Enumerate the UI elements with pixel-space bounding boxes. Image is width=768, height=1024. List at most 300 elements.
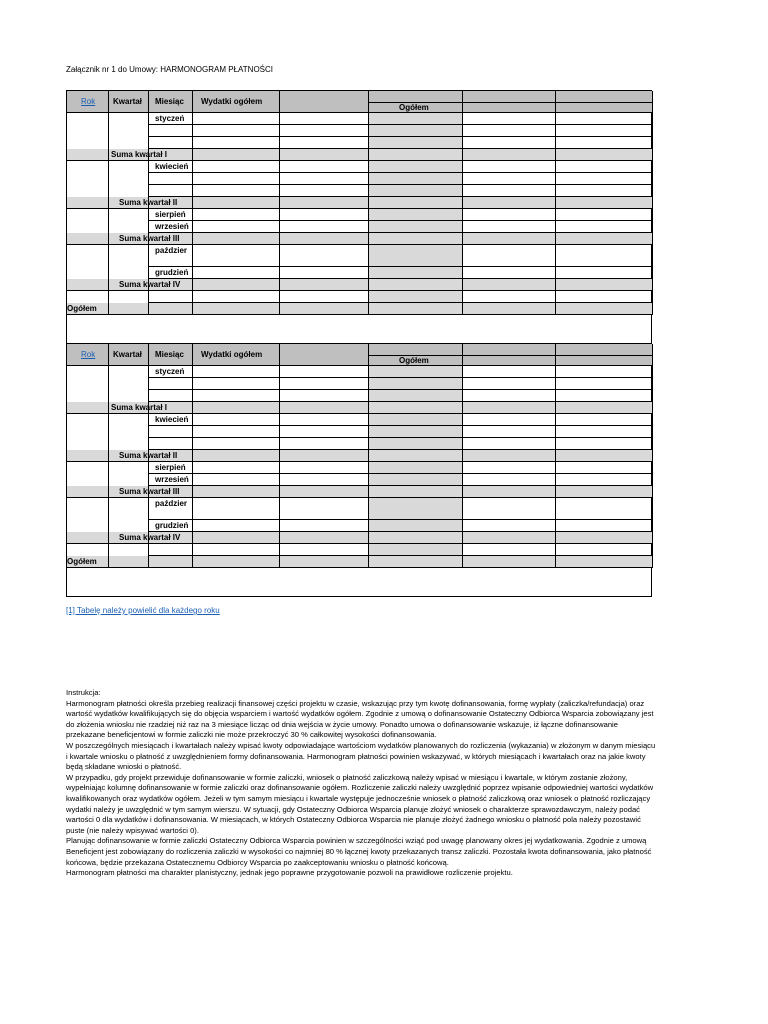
table-cell xyxy=(67,197,109,209)
table-row xyxy=(67,137,651,149)
table-cell[interactable] xyxy=(463,532,556,544)
table-cell[interactable] xyxy=(463,125,556,137)
table-cell xyxy=(67,267,109,279)
table-cell[interactable] xyxy=(280,161,369,173)
table-cell[interactable] xyxy=(280,221,369,233)
month-label: sierpień xyxy=(155,463,186,472)
table-cell[interactable] xyxy=(369,303,463,315)
table-cell[interactable] xyxy=(556,245,653,267)
table-cell[interactable] xyxy=(193,474,280,486)
table-cell[interactable] xyxy=(556,113,653,125)
table-cell[interactable] xyxy=(369,426,463,438)
table-cell xyxy=(67,544,109,556)
table-cell xyxy=(67,137,109,149)
table-cell[interactable] xyxy=(369,532,463,544)
month-label: kwiecień xyxy=(155,415,189,424)
instructions-heading: Instrukcja: xyxy=(66,688,101,697)
table-cell xyxy=(149,544,193,556)
table-cell[interactable] xyxy=(556,291,653,303)
table-cell xyxy=(67,125,109,137)
table-header-row xyxy=(67,91,651,113)
payment-schedule-table-1 xyxy=(66,90,652,344)
table-row xyxy=(67,113,651,125)
table-cell xyxy=(67,486,109,498)
table-cell xyxy=(67,532,109,544)
table-row xyxy=(67,291,651,303)
table-cell[interactable] xyxy=(463,245,556,267)
table-row xyxy=(67,378,651,390)
table-cell[interactable] xyxy=(193,209,280,221)
table-cell[interactable] xyxy=(556,520,653,532)
table-cell xyxy=(67,426,109,438)
payment-schedule-table-2 xyxy=(66,343,652,597)
column-header-wydatki: Wydatki ogółem xyxy=(201,350,263,359)
table-cell[interactable] xyxy=(369,209,463,221)
table-cell[interactable] xyxy=(369,161,463,173)
table-cell[interactable] xyxy=(193,197,280,209)
table-cell[interactable] xyxy=(556,149,653,161)
table-cell[interactable] xyxy=(280,185,369,197)
table-cell[interactable] xyxy=(193,279,280,291)
table-cell xyxy=(67,221,109,233)
table-cell[interactable] xyxy=(556,173,653,185)
table-row xyxy=(67,450,651,462)
table-cell[interactable] xyxy=(556,366,653,378)
table-cell xyxy=(109,209,149,221)
table-cell[interactable] xyxy=(556,498,653,520)
table-cell[interactable] xyxy=(463,209,556,221)
month-label: grudzień xyxy=(155,521,189,530)
table-cell[interactable] xyxy=(556,556,653,568)
table-row xyxy=(67,426,651,438)
table-cell xyxy=(109,544,149,556)
table-cell[interactable] xyxy=(556,438,653,450)
table-cell[interactable] xyxy=(369,173,463,185)
instructions-paragraph: W poszczególnych miesiącach i kwartałach należy wpisać kwoty odpowiadające wartościom wydatków planowanych do rozliczenia (wykazania) w złożonym w danym miesiącu i kwartale wniosku o płatność z uwzględnieniem formy dofinansowania. Harmonogram płatności powinien wskazywać, w których miesiącach i kwartałach oraz na jakie kwoty będą składane wnioski o płatność. xyxy=(66,740,656,772)
table-cell[interactable] xyxy=(369,366,463,378)
table-header-row xyxy=(67,344,651,366)
table-cell[interactable] xyxy=(280,544,369,556)
table-cell[interactable] xyxy=(193,303,280,315)
table-cell xyxy=(67,113,109,125)
table-cell[interactable] xyxy=(556,462,653,474)
quarter-sum-label: Suma kwartał III xyxy=(119,487,180,496)
table-cell xyxy=(109,498,149,520)
table-cell[interactable] xyxy=(556,221,653,233)
table-cell[interactable] xyxy=(369,486,463,498)
table-row xyxy=(67,221,651,233)
table-cell[interactable] xyxy=(369,245,463,267)
table-cell[interactable] xyxy=(556,279,653,291)
quarter-sum-label: Suma kwartał II xyxy=(119,198,178,207)
month-label: styczeń xyxy=(155,114,185,123)
table-cell[interactable] xyxy=(193,149,280,161)
table-cell[interactable] xyxy=(556,209,653,221)
table-row xyxy=(67,149,651,161)
table-cell[interactable] xyxy=(369,233,463,245)
table-row xyxy=(67,233,651,245)
table-cell xyxy=(67,366,109,378)
table-cell xyxy=(109,221,149,233)
table-cell xyxy=(109,185,149,197)
table-cell[interactable] xyxy=(369,520,463,532)
table-cell[interactable] xyxy=(193,125,280,137)
table-cell[interactable] xyxy=(280,426,369,438)
table-cell xyxy=(109,125,149,137)
table-cell[interactable] xyxy=(280,267,369,279)
table-cell xyxy=(67,474,109,486)
table-cell[interactable] xyxy=(193,402,280,414)
table-cell xyxy=(280,91,369,113)
table-cell xyxy=(109,113,149,125)
table-row xyxy=(67,402,651,414)
table-cell xyxy=(109,520,149,532)
table-row xyxy=(67,279,651,291)
table-cell xyxy=(109,267,149,279)
table-cell[interactable] xyxy=(280,532,369,544)
table-cell xyxy=(149,125,193,137)
table-cell[interactable] xyxy=(556,267,653,279)
table-cell[interactable] xyxy=(369,185,463,197)
table-cell[interactable] xyxy=(193,556,280,568)
table-cell xyxy=(149,556,193,568)
table-cell xyxy=(109,366,149,378)
table-cell[interactable] xyxy=(369,390,463,402)
table-cell xyxy=(67,498,109,520)
table-cell xyxy=(149,137,193,149)
table-cell[interactable] xyxy=(193,366,280,378)
table-cell[interactable] xyxy=(193,161,280,173)
table-cell[interactable] xyxy=(463,556,556,568)
table-cell[interactable] xyxy=(280,450,369,462)
table-cell xyxy=(149,291,193,303)
quarter-sum-label: Suma kwartał IV xyxy=(119,280,181,289)
table-cell[interactable] xyxy=(280,486,369,498)
column-header-kwartal: Kwartał xyxy=(113,97,142,106)
table-cell[interactable] xyxy=(463,113,556,125)
table-cell[interactable] xyxy=(463,438,556,450)
table-cell xyxy=(280,344,369,366)
table-row xyxy=(67,462,651,474)
month-label: grudzień xyxy=(155,268,189,277)
table-cell xyxy=(109,291,149,303)
table-cell xyxy=(67,245,109,267)
table-cell[interactable] xyxy=(556,474,653,486)
month-label: paździer xyxy=(155,499,188,508)
table-cell[interactable] xyxy=(463,426,556,438)
column-header-ogolem: Ogółem xyxy=(399,103,429,112)
table-cell xyxy=(67,378,109,390)
table-cell[interactable] xyxy=(369,125,463,137)
month-label: kwiecień xyxy=(155,162,189,171)
footnote-link[interactable]: [1] Tabelę należy powielić dla każdego roku xyxy=(66,606,220,615)
table-cell[interactable] xyxy=(556,426,653,438)
table-cell[interactable] xyxy=(369,462,463,474)
table-cell xyxy=(109,245,149,267)
month-label: sierpień xyxy=(155,210,186,219)
table-cell xyxy=(149,438,193,450)
table-cell xyxy=(109,303,149,315)
table-cell[interactable] xyxy=(280,291,369,303)
table-cell[interactable] xyxy=(280,113,369,125)
table-cell xyxy=(67,390,109,402)
table-cell[interactable] xyxy=(369,279,463,291)
table-cell[interactable] xyxy=(369,498,463,520)
table-cell xyxy=(109,161,149,173)
table-cell[interactable] xyxy=(280,520,369,532)
table-cell xyxy=(67,149,109,161)
table-cell xyxy=(109,474,149,486)
table-cell xyxy=(109,390,149,402)
instructions-paragraph: Planując dofinansowanie w formie zaliczki Ostateczny Odbiorca Wsparcia powinien w szczególności wziąć pod uwagę planowany okres jej wydatkowania. Zgodnie z umową Beneficjent jest zobowiązany do rozliczenia zaliczki w wysokości co najmniej 80 % łącznej kwoty przekazanych transz zaliczki. Pozostała kwota dofinansowania, jako płatność końcowa, będzie przekazana Ostatecznemu Odbiorcy Wsparcia po zaakceptowaniu wniosku o płatność końcową. xyxy=(66,836,652,867)
table-cell[interactable] xyxy=(463,462,556,474)
table-cell[interactable] xyxy=(463,366,556,378)
table-cell[interactable] xyxy=(193,390,280,402)
table-cell[interactable] xyxy=(193,291,280,303)
table-cell[interactable] xyxy=(280,303,369,315)
table-cell[interactable] xyxy=(280,279,369,291)
table-cell[interactable] xyxy=(556,137,653,149)
table-cell[interactable] xyxy=(193,486,280,498)
table-cell xyxy=(67,450,109,462)
table-cell[interactable] xyxy=(193,113,280,125)
quarter-sum-label: Suma kwartał IV xyxy=(119,533,181,542)
table-cell[interactable] xyxy=(369,291,463,303)
table-cell[interactable] xyxy=(463,414,556,426)
table-cell[interactable] xyxy=(556,197,653,209)
table-cell[interactable] xyxy=(556,402,653,414)
table-cell xyxy=(109,378,149,390)
table-cell xyxy=(67,161,109,173)
table-cell xyxy=(67,462,109,474)
table-cell xyxy=(109,426,149,438)
table-cell xyxy=(67,209,109,221)
table-cell[interactable] xyxy=(193,221,280,233)
table-cell[interactable] xyxy=(463,149,556,161)
total-label: Ogółem xyxy=(67,557,97,566)
table-cell[interactable] xyxy=(193,520,280,532)
table-cell[interactable] xyxy=(193,532,280,544)
table-cell[interactable] xyxy=(463,291,556,303)
table-row xyxy=(67,173,651,185)
table-cell[interactable] xyxy=(280,378,369,390)
table-cell[interactable] xyxy=(556,414,653,426)
quarter-sum-label: Suma kwartał III xyxy=(119,234,180,243)
column-header-rok[interactable]: Rok xyxy=(81,350,96,359)
table-cell[interactable] xyxy=(463,173,556,185)
instructions-paragraph: Harmonogram płatności ma charakter planistyczny, jednak jego poprawne przygotowanie pozwoli na prawidłowe rozliczenie projektu. xyxy=(66,868,513,878)
month-label: styczeń xyxy=(155,367,185,376)
table-cell[interactable] xyxy=(463,267,556,279)
table-cell[interactable] xyxy=(193,173,280,185)
table-row xyxy=(67,125,651,137)
table-cell xyxy=(149,426,193,438)
table-row xyxy=(67,532,651,544)
table-row xyxy=(67,556,651,568)
table-cell[interactable] xyxy=(463,474,556,486)
table-cell xyxy=(67,173,109,185)
table-row xyxy=(67,303,651,315)
table-cell[interactable] xyxy=(280,137,369,149)
table-cell xyxy=(67,291,109,303)
table-row xyxy=(67,161,651,173)
table-cell[interactable] xyxy=(193,185,280,197)
table-cell[interactable] xyxy=(369,474,463,486)
month-label: paździer xyxy=(155,246,188,255)
table-cell[interactable] xyxy=(369,197,463,209)
table-cell[interactable] xyxy=(369,113,463,125)
column-header-rok[interactable]: Rok xyxy=(81,97,96,106)
table-cell[interactable] xyxy=(463,221,556,233)
table-cell[interactable] xyxy=(193,233,280,245)
column-header-miesiac: Miesiąc xyxy=(155,97,184,106)
table-cell[interactable] xyxy=(193,426,280,438)
table-cell[interactable] xyxy=(556,486,653,498)
table-cell[interactable] xyxy=(193,498,280,520)
table-cell[interactable] xyxy=(369,438,463,450)
table-cell[interactable] xyxy=(280,556,369,568)
table-cell[interactable] xyxy=(556,185,653,197)
table-cell[interactable] xyxy=(193,267,280,279)
table-cell[interactable] xyxy=(193,544,280,556)
table-row xyxy=(67,267,651,279)
table-cell xyxy=(109,173,149,185)
table-cell[interactable] xyxy=(280,390,369,402)
quarter-sum-label: Suma kwartał I xyxy=(111,150,168,159)
table-cell[interactable] xyxy=(556,125,653,137)
table-cell[interactable] xyxy=(463,233,556,245)
table-cell xyxy=(67,414,109,426)
table-cell[interactable] xyxy=(556,450,653,462)
table-cell[interactable] xyxy=(280,245,369,267)
table-row xyxy=(67,474,651,486)
table-cell[interactable] xyxy=(369,450,463,462)
table-cell[interactable] xyxy=(280,197,369,209)
table-cell[interactable] xyxy=(280,125,369,137)
table-cell[interactable] xyxy=(369,221,463,233)
column-header-miesiac: Miesiąc xyxy=(155,350,184,359)
quarter-sum-label: Suma kwartał I xyxy=(111,403,168,412)
table-cell[interactable] xyxy=(280,462,369,474)
table-cell xyxy=(67,279,109,291)
table-cell xyxy=(67,402,109,414)
total-label: Ogółem xyxy=(67,304,97,313)
table-cell xyxy=(109,438,149,450)
table-cell[interactable] xyxy=(463,303,556,315)
table-cell xyxy=(67,233,109,245)
table-cell[interactable] xyxy=(463,498,556,520)
table-cell[interactable] xyxy=(280,474,369,486)
table-cell[interactable] xyxy=(193,462,280,474)
table-cell[interactable] xyxy=(463,137,556,149)
table-row xyxy=(67,486,651,498)
table-cell[interactable] xyxy=(193,245,280,267)
table-cell[interactable] xyxy=(280,233,369,245)
table-row xyxy=(67,438,651,450)
table-cell[interactable] xyxy=(369,137,463,149)
table-cell[interactable] xyxy=(556,544,653,556)
table-cell[interactable] xyxy=(369,149,463,161)
table-row xyxy=(67,414,651,426)
table-cell xyxy=(109,137,149,149)
table-cell[interactable] xyxy=(193,137,280,149)
table-cell[interactable] xyxy=(369,544,463,556)
table-cell[interactable] xyxy=(556,161,653,173)
table-cell xyxy=(149,378,193,390)
table-cell[interactable] xyxy=(193,450,280,462)
table-cell xyxy=(67,520,109,532)
table-cell[interactable] xyxy=(556,390,653,402)
table-cell xyxy=(67,438,109,450)
table-cell[interactable] xyxy=(463,520,556,532)
table-cell[interactable] xyxy=(369,402,463,414)
table-row xyxy=(67,498,651,520)
table-cell[interactable] xyxy=(463,450,556,462)
table-row xyxy=(67,544,651,556)
table-cell[interactable] xyxy=(463,279,556,291)
table-cell[interactable] xyxy=(193,414,280,426)
table-row xyxy=(67,390,651,402)
table-cell[interactable] xyxy=(280,149,369,161)
table-cell[interactable] xyxy=(556,532,653,544)
table-cell[interactable] xyxy=(463,161,556,173)
table-cell[interactable] xyxy=(369,267,463,279)
table-row xyxy=(67,520,651,532)
table-row xyxy=(67,185,651,197)
table-cell[interactable] xyxy=(463,197,556,209)
table-cell xyxy=(109,556,149,568)
column-header-kwartal: Kwartał xyxy=(113,350,142,359)
table-cell[interactable] xyxy=(193,378,280,390)
table-cell[interactable] xyxy=(280,438,369,450)
table-cell[interactable] xyxy=(556,303,653,315)
table-cell[interactable] xyxy=(280,414,369,426)
table-cell[interactable] xyxy=(556,233,653,245)
table-cell xyxy=(109,462,149,474)
table-row xyxy=(67,209,651,221)
table-row xyxy=(67,366,651,378)
column-header-wydatki: Wydatki ogółem xyxy=(201,97,263,106)
table-cell[interactable] xyxy=(463,486,556,498)
column-header-ogolem: Ogółem xyxy=(399,356,429,365)
table-cell[interactable] xyxy=(369,414,463,426)
table-cell[interactable] xyxy=(463,185,556,197)
table-row xyxy=(67,197,651,209)
table-cell xyxy=(149,185,193,197)
table-cell xyxy=(149,390,193,402)
instructions-paragraph: Harmonogram płatności określa przebieg realizacji finansowej części projektu w czasie, wskazując przy tym kwotę dofinansowania, formę wypłaty (zaliczka/refundacja) oraz wartość wydatków kwalifikujących się do objęcia wsparciem i wartość wydatków ogółem. Zgodnie z umową o dofinansowanie Ostateczny Odbiorca Wsparcia zobowiązany jest do złożenia wniosku nie rzadziej niż raz na 3 miesiące licząc od dnia wejścia w życie umowy. Ponadto umowa o dofinansowanie wskazuje, iż łączne dofinansowanie przekazane beneficjentowi w formie zaliczki nie może przekroczyć 30 % całkowitej wysokości dofinansowania. xyxy=(66,698,654,740)
table-cell[interactable] xyxy=(369,378,463,390)
table-row xyxy=(67,245,651,267)
page-title: Załącznik nr 1 do Umowy: HARMONOGRAM PŁATNOŚCI xyxy=(66,65,274,74)
table-cell[interactable] xyxy=(369,556,463,568)
table-cell[interactable] xyxy=(280,366,369,378)
table-cell[interactable] xyxy=(280,173,369,185)
table-cell[interactable] xyxy=(280,402,369,414)
table-cell[interactable] xyxy=(280,209,369,221)
month-label: wrzesień xyxy=(155,475,189,484)
table-cell[interactable] xyxy=(463,402,556,414)
quarter-sum-label: Suma kwartał II xyxy=(119,451,178,460)
table-cell[interactable] xyxy=(193,438,280,450)
table-cell[interactable] xyxy=(280,498,369,520)
table-cell[interactable] xyxy=(463,378,556,390)
table-cell xyxy=(149,303,193,315)
table-cell[interactable] xyxy=(556,378,653,390)
table-cell[interactable] xyxy=(463,390,556,402)
table-cell xyxy=(149,173,193,185)
table-cell[interactable] xyxy=(463,544,556,556)
